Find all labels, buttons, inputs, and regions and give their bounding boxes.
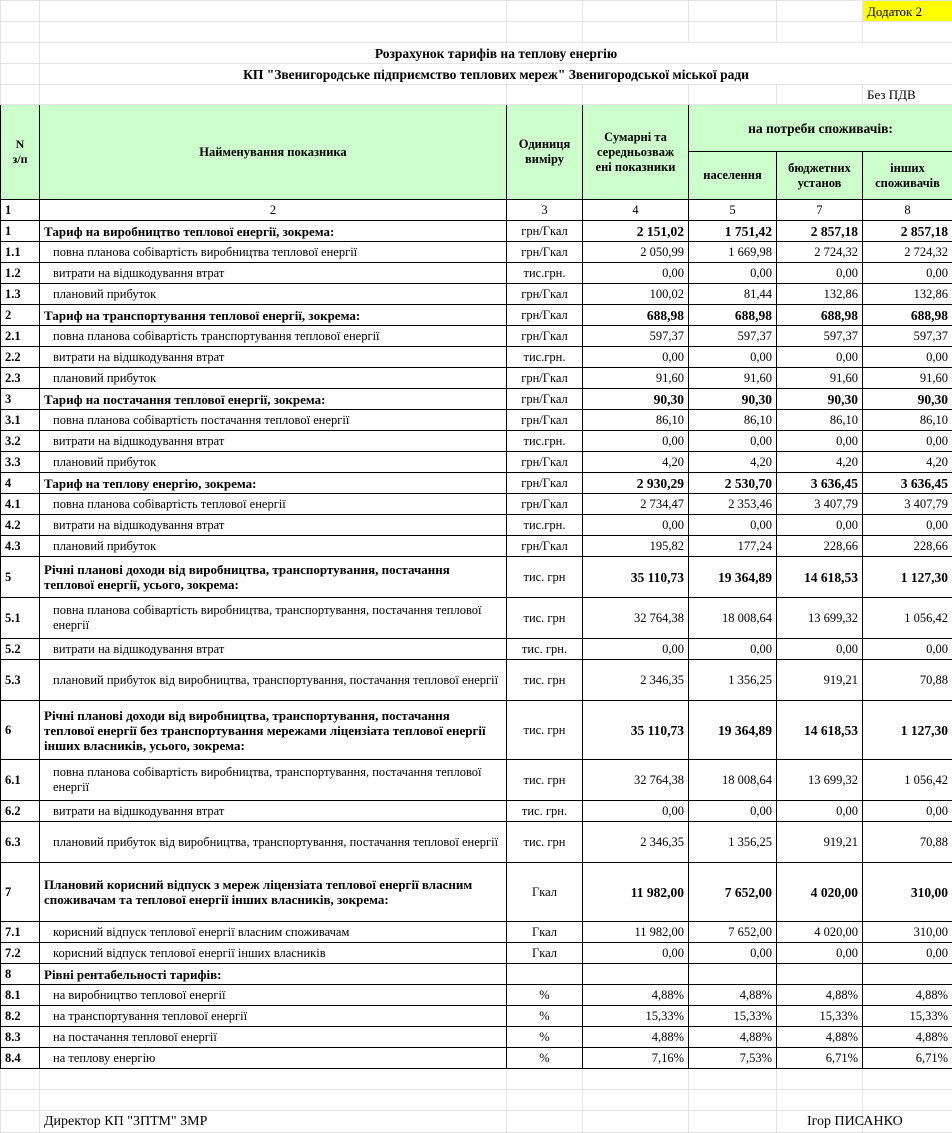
- row-unit[interactable]: %: [507, 1048, 583, 1069]
- row-unit[interactable]: грн/Гкал: [507, 305, 583, 326]
- row-population[interactable]: 90,30: [689, 389, 777, 410]
- row-name[interactable]: корисний відпуск теплової енергії інших власників: [40, 943, 507, 964]
- table-row: [1, 922, 952, 943]
- row-budget[interactable]: 14 618,53: [777, 701, 863, 760]
- row-population[interactable]: 0,00: [689, 639, 777, 660]
- table-row: [1, 985, 952, 1006]
- row-population[interactable]: 0,00: [689, 943, 777, 964]
- table-row: [1, 305, 952, 326]
- footer-area: [1, 1069, 952, 1133]
- row-budget[interactable]: 597,37: [777, 326, 863, 347]
- table-row: [1, 494, 952, 515]
- row-population[interactable]: [689, 964, 777, 985]
- row-budget[interactable]: 0,00: [777, 263, 863, 284]
- table-row: [1, 639, 952, 660]
- table-row: [1, 473, 952, 494]
- table-row: [1, 536, 952, 557]
- row-total[interactable]: 0,00: [583, 347, 689, 368]
- row-number[interactable]: 3: [1, 389, 40, 410]
- row-name[interactable]: повна планова собівартість виробництва, транспортування, постачання теплової енергії: [40, 598, 507, 639]
- row-budget[interactable]: 3 636,45: [777, 473, 863, 494]
- table-row: [1, 598, 952, 639]
- row-budget[interactable]: 13 699,32: [777, 760, 863, 801]
- row-budget[interactable]: 13 699,32: [777, 598, 863, 639]
- row-budget[interactable]: 91,60: [777, 368, 863, 389]
- row-budget[interactable]: 919,21: [777, 822, 863, 863]
- row-other[interactable]: 2 857,18: [863, 221, 952, 242]
- header-row-1: [1, 105, 952, 152]
- director-signature-name[interactable]: Ігор ПИСАНКО: [803, 1111, 893, 1133]
- row-population[interactable]: 0,00: [689, 515, 777, 536]
- row-name[interactable]: витрати на відшкодування втрат: [40, 515, 507, 536]
- row-population[interactable]: 0,00: [689, 431, 777, 452]
- row-name[interactable]: Плановий корисний відпуск з мереж ліцензіата теплової енергії власним споживачам та теплової енергії інших власників, зокрема:: [40, 863, 507, 922]
- row-other[interactable]: 15,33%: [863, 1006, 952, 1027]
- table-row: [1, 801, 952, 822]
- row-other[interactable]: 0,00: [863, 639, 952, 660]
- header-consumers[interactable]: на потреби споживачів:: [689, 105, 952, 152]
- row-name[interactable]: плановий прибуток від виробництва, транспортування, постачання теплової енергії: [40, 660, 507, 701]
- row-population[interactable]: 2 530,70: [689, 473, 777, 494]
- colnum-5[interactable]: 5: [689, 200, 777, 221]
- row-other[interactable]: 70,88: [863, 660, 952, 701]
- table-row: [1, 701, 952, 760]
- row-unit[interactable]: Гкал: [507, 863, 583, 922]
- row-total[interactable]: 0,00: [583, 431, 689, 452]
- row-total[interactable]: 4,20: [583, 452, 689, 473]
- row-other[interactable]: 228,66: [863, 536, 952, 557]
- row-total[interactable]: 0,00: [583, 943, 689, 964]
- table-row: [1, 1006, 952, 1027]
- row-number[interactable]: 2.1: [1, 326, 40, 347]
- row-other[interactable]: 310,00: [863, 863, 952, 922]
- header-total[interactable]: Сумарні та середньозваж ені показники: [583, 105, 689, 200]
- row-unit[interactable]: тис. грн: [507, 822, 583, 863]
- colnum-2[interactable]: 2: [40, 200, 507, 221]
- row-unit[interactable]: тис. грн.: [507, 801, 583, 822]
- row-name[interactable]: плановий прибуток від виробництва, транспортування, постачання теплової енергії: [40, 822, 507, 863]
- row-unit[interactable]: грн/Гкал: [507, 410, 583, 431]
- row-unit[interactable]: Гкал: [507, 943, 583, 964]
- row-name[interactable]: витрати на відшкодування втрат: [40, 639, 507, 660]
- row-number[interactable]: 1.2: [1, 263, 40, 284]
- row-population[interactable]: 0,00: [689, 801, 777, 822]
- row-budget[interactable]: 14 618,53: [777, 557, 863, 598]
- table-row: [1, 389, 952, 410]
- table-row: [1, 1048, 952, 1069]
- row-number[interactable]: 2: [1, 305, 40, 326]
- row-total[interactable]: 195,82: [583, 536, 689, 557]
- row-other[interactable]: 0,00: [863, 347, 952, 368]
- header-num[interactable]: N з/п: [1, 105, 40, 200]
- row-number[interactable]: 4.2: [1, 515, 40, 536]
- row-population[interactable]: 19 364,89: [689, 557, 777, 598]
- row-other[interactable]: 90,30: [863, 389, 952, 410]
- row-budget[interactable]: 4 020,00: [777, 863, 863, 922]
- row-total[interactable]: 90,30: [583, 389, 689, 410]
- row-name[interactable]: Рівні рентабельності тарифів:: [40, 964, 507, 985]
- row-total[interactable]: 15,33%: [583, 1006, 689, 1027]
- row-budget[interactable]: 688,98: [777, 305, 863, 326]
- row-budget[interactable]: 4,88%: [777, 985, 863, 1006]
- row-unit[interactable]: Гкал: [507, 922, 583, 943]
- table-row: [1, 760, 952, 801]
- row-population[interactable]: 4,88%: [689, 985, 777, 1006]
- table-row: [1, 410, 952, 431]
- row-unit[interactable]: [507, 964, 583, 985]
- row-number[interactable]: 5.2: [1, 639, 40, 660]
- header-budget[interactable]: бюджетних установ: [777, 152, 863, 200]
- row-unit[interactable]: тис. грн: [507, 660, 583, 701]
- row-name[interactable]: плановий прибуток: [40, 536, 507, 557]
- row-number[interactable]: 3.3: [1, 452, 40, 473]
- row-budget[interactable]: 86,10: [777, 410, 863, 431]
- row-total[interactable]: 7,16%: [583, 1048, 689, 1069]
- row-number[interactable]: 6: [1, 701, 40, 760]
- row-other[interactable]: 3 636,45: [863, 473, 952, 494]
- colnum-3[interactable]: 3: [507, 200, 583, 221]
- row-budget[interactable]: 2 724,32: [777, 242, 863, 263]
- row-population[interactable]: 86,10: [689, 410, 777, 431]
- colnum-4[interactable]: 4: [583, 200, 689, 221]
- row-name[interactable]: на транспортування теплової енергії: [40, 1006, 507, 1027]
- header-unit[interactable]: Одиниця виміру: [507, 105, 583, 200]
- row-number[interactable]: 8.3: [1, 1027, 40, 1048]
- row-budget[interactable]: 2 857,18: [777, 221, 863, 242]
- row-budget[interactable]: 4 020,00: [777, 922, 863, 943]
- table-row: [1, 822, 952, 863]
- table-row: [1, 221, 952, 242]
- table-row: [1, 368, 952, 389]
- row-population[interactable]: 597,37: [689, 326, 777, 347]
- row-name[interactable]: Річні планові доходи від виробництва, транспортування, постачання теплової енергії без транспортування мережами ліцензіата теплової енергії інших власників, усього, зокрема:: [40, 701, 507, 760]
- row-number[interactable]: 1.3: [1, 284, 40, 305]
- row-total[interactable]: 100,02: [583, 284, 689, 305]
- row-name[interactable]: повна планова собівартість транспортування теплової енергії: [40, 326, 507, 347]
- row-other[interactable]: 0,00: [863, 943, 952, 964]
- colnum-7[interactable]: 7: [777, 200, 863, 221]
- row-total[interactable]: 86,10: [583, 410, 689, 431]
- row-number[interactable]: 8: [1, 964, 40, 985]
- row-number[interactable]: 7: [1, 863, 40, 922]
- row-name[interactable]: плановий прибуток: [40, 452, 507, 473]
- row-total[interactable]: 35 110,73: [583, 557, 689, 598]
- row-population[interactable]: 0,00: [689, 347, 777, 368]
- tariff-table: [1, 105, 952, 1069]
- row-budget[interactable]: 0,00: [777, 639, 863, 660]
- row-unit[interactable]: грн/Гкал: [507, 389, 583, 410]
- row-population[interactable]: 2 353,46: [689, 494, 777, 515]
- row-total[interactable]: 32 764,38: [583, 598, 689, 639]
- row-population[interactable]: 7 652,00: [689, 922, 777, 943]
- row-other[interactable]: 91,60: [863, 368, 952, 389]
- row-name[interactable]: корисний відпуск теплової енергії власним споживачам: [40, 922, 507, 943]
- row-population[interactable]: 688,98: [689, 305, 777, 326]
- row-budget[interactable]: 90,30: [777, 389, 863, 410]
- row-name[interactable]: на постачання теплової енергії: [40, 1027, 507, 1048]
- row-unit[interactable]: тис. грн: [507, 598, 583, 639]
- row-number[interactable]: 1.1: [1, 242, 40, 263]
- row-unit[interactable]: тис.грн.: [507, 515, 583, 536]
- director-position[interactable]: Директор КП "ЗПТМ" ЗМР: [40, 1111, 507, 1133]
- row-name[interactable]: витрати на відшкодування втрат: [40, 431, 507, 452]
- row-unit[interactable]: тис. грн: [507, 557, 583, 598]
- row-other[interactable]: 1 127,30: [863, 701, 952, 760]
- row-number[interactable]: 6.3: [1, 822, 40, 863]
- row-total[interactable]: 4,88%: [583, 1027, 689, 1048]
- colnum-1[interactable]: 1: [1, 200, 40, 221]
- row-number[interactable]: 7.2: [1, 943, 40, 964]
- row-number[interactable]: 8.4: [1, 1048, 40, 1069]
- row-unit[interactable]: грн/Гкал: [507, 242, 583, 263]
- row-unit[interactable]: тис. грн.: [507, 639, 583, 660]
- row-budget[interactable]: 15,33%: [777, 1006, 863, 1027]
- table-row: [1, 660, 952, 701]
- row-name[interactable]: витрати на відшкодування втрат: [40, 263, 507, 284]
- row-total[interactable]: 2 151,02: [583, 221, 689, 242]
- row-total[interactable]: 35 110,73: [583, 701, 689, 760]
- row-other[interactable]: 86,10: [863, 410, 952, 431]
- row-name[interactable]: повна планова собівартість теплової енергії: [40, 494, 507, 515]
- row-number[interactable]: 7.1: [1, 922, 40, 943]
- column-number-row: [1, 200, 952, 221]
- row-other[interactable]: 6,71%: [863, 1048, 952, 1069]
- row-number[interactable]: 3.1: [1, 410, 40, 431]
- row-other[interactable]: 0,00: [863, 431, 952, 452]
- table-row: [1, 557, 952, 598]
- row-unit[interactable]: тис. грн: [507, 701, 583, 760]
- row-total[interactable]: 0,00: [583, 801, 689, 822]
- row-name[interactable]: Тариф на теплову енергію, зокрема:: [40, 473, 507, 494]
- row-other[interactable]: [863, 964, 952, 985]
- row-other[interactable]: 597,37: [863, 326, 952, 347]
- row-unit[interactable]: грн/Гкал: [507, 221, 583, 242]
- row-number[interactable]: 1: [1, 221, 40, 242]
- table-row: [1, 284, 952, 305]
- row-unit[interactable]: тис. грн: [507, 760, 583, 801]
- top-area: [1, 1, 952, 105]
- document-subtitle[interactable]: КП "Звенигородське підприємство теплових мереж" Звенигородської міської ради: [40, 64, 952, 85]
- row-name[interactable]: повна планова собівартість виробництва теплової енергії: [40, 242, 507, 263]
- row-budget[interactable]: 919,21: [777, 660, 863, 701]
- row-name[interactable]: витрати на відшкодування втрат: [40, 801, 507, 822]
- row-budget[interactable]: 0,00: [777, 801, 863, 822]
- table-row: [1, 943, 952, 964]
- row-budget[interactable]: 0,00: [777, 943, 863, 964]
- row-name[interactable]: на виробництво теплової енергії: [40, 985, 507, 1006]
- row-population[interactable]: 4,20: [689, 452, 777, 473]
- header-name[interactable]: Найменування показника: [40, 105, 507, 200]
- row-total[interactable]: 0,00: [583, 515, 689, 536]
- row-other[interactable]: 0,00: [863, 263, 952, 284]
- table-row: [1, 1027, 952, 1048]
- row-population[interactable]: 1 751,42: [689, 221, 777, 242]
- header-other[interactable]: інших споживачів: [863, 152, 952, 200]
- row-population[interactable]: 1 356,25: [689, 822, 777, 863]
- row-unit[interactable]: %: [507, 1027, 583, 1048]
- row-population[interactable]: 18 008,64: [689, 760, 777, 801]
- row-number[interactable]: 2.3: [1, 368, 40, 389]
- row-other[interactable]: 0,00: [863, 515, 952, 536]
- row-other[interactable]: 1 127,30: [863, 557, 952, 598]
- row-population[interactable]: 0,00: [689, 263, 777, 284]
- row-other[interactable]: 2 724,32: [863, 242, 952, 263]
- row-budget[interactable]: 4,88%: [777, 1027, 863, 1048]
- row-total[interactable]: 91,60: [583, 368, 689, 389]
- row-unit[interactable]: грн/Гкал: [507, 494, 583, 515]
- row-number[interactable]: 4: [1, 473, 40, 494]
- row-total[interactable]: 32 764,38: [583, 760, 689, 801]
- row-other[interactable]: 4,20: [863, 452, 952, 473]
- row-other[interactable]: 688,98: [863, 305, 952, 326]
- table-row: [1, 964, 952, 985]
- row-number[interactable]: 5.3: [1, 660, 40, 701]
- row-number[interactable]: 2.2: [1, 347, 40, 368]
- row-other[interactable]: 132,86: [863, 284, 952, 305]
- row-budget[interactable]: 0,00: [777, 347, 863, 368]
- row-population[interactable]: 177,24: [689, 536, 777, 557]
- row-unit[interactable]: %: [507, 985, 583, 1006]
- row-total[interactable]: 597,37: [583, 326, 689, 347]
- row-total[interactable]: 11 982,00: [583, 863, 689, 922]
- row-population[interactable]: 91,60: [689, 368, 777, 389]
- row-unit[interactable]: грн/Гкал: [507, 326, 583, 347]
- row-population[interactable]: 81,44: [689, 284, 777, 305]
- row-total[interactable]: 11 982,00: [583, 922, 689, 943]
- row-number[interactable]: 5.1: [1, 598, 40, 639]
- document-title[interactable]: Розрахунок тарифів на теплову енергію: [40, 43, 952, 64]
- table-row: [1, 347, 952, 368]
- row-other[interactable]: 0,00: [863, 801, 952, 822]
- row-name[interactable]: плановий прибуток: [40, 368, 507, 389]
- row-total[interactable]: 4,88%: [583, 985, 689, 1006]
- row-name[interactable]: витрати на відшкодування втрат: [40, 347, 507, 368]
- row-budget[interactable]: 132,86: [777, 284, 863, 305]
- row-other[interactable]: 1 056,42: [863, 760, 952, 801]
- table-row: [1, 263, 952, 284]
- row-name[interactable]: Тариф на виробництво теплової енергії, зокрема:: [40, 221, 507, 242]
- row-unit[interactable]: грн/Гкал: [507, 452, 583, 473]
- row-population[interactable]: 18 008,64: [689, 598, 777, 639]
- row-other[interactable]: 70,88: [863, 822, 952, 863]
- row-number[interactable]: 4.3: [1, 536, 40, 557]
- row-unit[interactable]: грн/Гкал: [507, 368, 583, 389]
- row-total[interactable]: 2 930,29: [583, 473, 689, 494]
- appendix-label[interactable]: Додаток 2: [863, 1, 952, 22]
- row-number[interactable]: 6.2: [1, 801, 40, 822]
- colnum-8[interactable]: 8: [863, 200, 952, 221]
- row-unit[interactable]: тис.грн.: [507, 431, 583, 452]
- table-row: [1, 431, 952, 452]
- row-population[interactable]: 15,33%: [689, 1006, 777, 1027]
- row-unit[interactable]: грн/Гкал: [507, 536, 583, 557]
- row-budget[interactable]: 4,20: [777, 452, 863, 473]
- row-other[interactable]: 1 056,42: [863, 598, 952, 639]
- row-budget[interactable]: [777, 964, 863, 985]
- row-name[interactable]: повна планова собівартість виробництва, транспортування, постачання теплової енергії: [40, 760, 507, 801]
- row-unit[interactable]: тис.грн.: [507, 347, 583, 368]
- row-number[interactable]: 5: [1, 557, 40, 598]
- row-total[interactable]: [583, 964, 689, 985]
- row-name[interactable]: плановий прибуток: [40, 284, 507, 305]
- row-name[interactable]: Тариф на транспортування теплової енергії, зокрема:: [40, 305, 507, 326]
- row-budget[interactable]: 0,00: [777, 431, 863, 452]
- row-unit[interactable]: грн/Гкал: [507, 473, 583, 494]
- row-total[interactable]: 2 050,99: [583, 242, 689, 263]
- header-population[interactable]: населення: [689, 152, 777, 200]
- row-population[interactable]: 1 356,25: [689, 660, 777, 701]
- row-population[interactable]: 4,88%: [689, 1027, 777, 1048]
- row-name[interactable]: повна планова собівартість постачання теплової енергії: [40, 410, 507, 431]
- row-number[interactable]: 4.1: [1, 494, 40, 515]
- row-other[interactable]: 4,88%: [863, 985, 952, 1006]
- row-total[interactable]: 688,98: [583, 305, 689, 326]
- row-total[interactable]: 0,00: [583, 639, 689, 660]
- row-budget[interactable]: 3 407,79: [777, 494, 863, 515]
- row-population[interactable]: 1 669,98: [689, 242, 777, 263]
- row-budget[interactable]: 6,71%: [777, 1048, 863, 1069]
- row-total[interactable]: 2 346,35: [583, 660, 689, 701]
- table-row: [1, 515, 952, 536]
- row-total[interactable]: 0,00: [583, 263, 689, 284]
- table-row: [1, 242, 952, 263]
- row-number[interactable]: 8.1: [1, 985, 40, 1006]
- row-other[interactable]: 3 407,79: [863, 494, 952, 515]
- row-budget[interactable]: 228,66: [777, 536, 863, 557]
- table-row: [1, 452, 952, 473]
- row-other[interactable]: 310,00: [863, 922, 952, 943]
- row-budget[interactable]: 0,00: [777, 515, 863, 536]
- row-number[interactable]: 3.2: [1, 431, 40, 452]
- row-unit[interactable]: грн/Гкал: [507, 284, 583, 305]
- vat-note[interactable]: Без ПДВ: [863, 85, 952, 105]
- row-population[interactable]: 7,53%: [689, 1048, 777, 1069]
- row-population[interactable]: 19 364,89: [689, 701, 777, 760]
- table-row: [1, 326, 952, 347]
- row-name[interactable]: Тариф на постачання теплової енергії, зокрема:: [40, 389, 507, 410]
- row-unit[interactable]: тис.грн.: [507, 263, 583, 284]
- row-unit[interactable]: %: [507, 1006, 583, 1027]
- row-number[interactable]: 6.1: [1, 760, 40, 801]
- row-other[interactable]: 4,88%: [863, 1027, 952, 1048]
- row-population[interactable]: 7 652,00: [689, 863, 777, 922]
- row-total[interactable]: 2 734,47: [583, 494, 689, 515]
- row-name[interactable]: Річні планові доходи від виробництва, транспортування, постачання теплової енергії, усього, зокрема:: [40, 557, 507, 598]
- table-row: [1, 863, 952, 922]
- row-number[interactable]: 8.2: [1, 1006, 40, 1027]
- row-name[interactable]: на теплову енергію: [40, 1048, 507, 1069]
- row-total[interactable]: 2 346,35: [583, 822, 689, 863]
